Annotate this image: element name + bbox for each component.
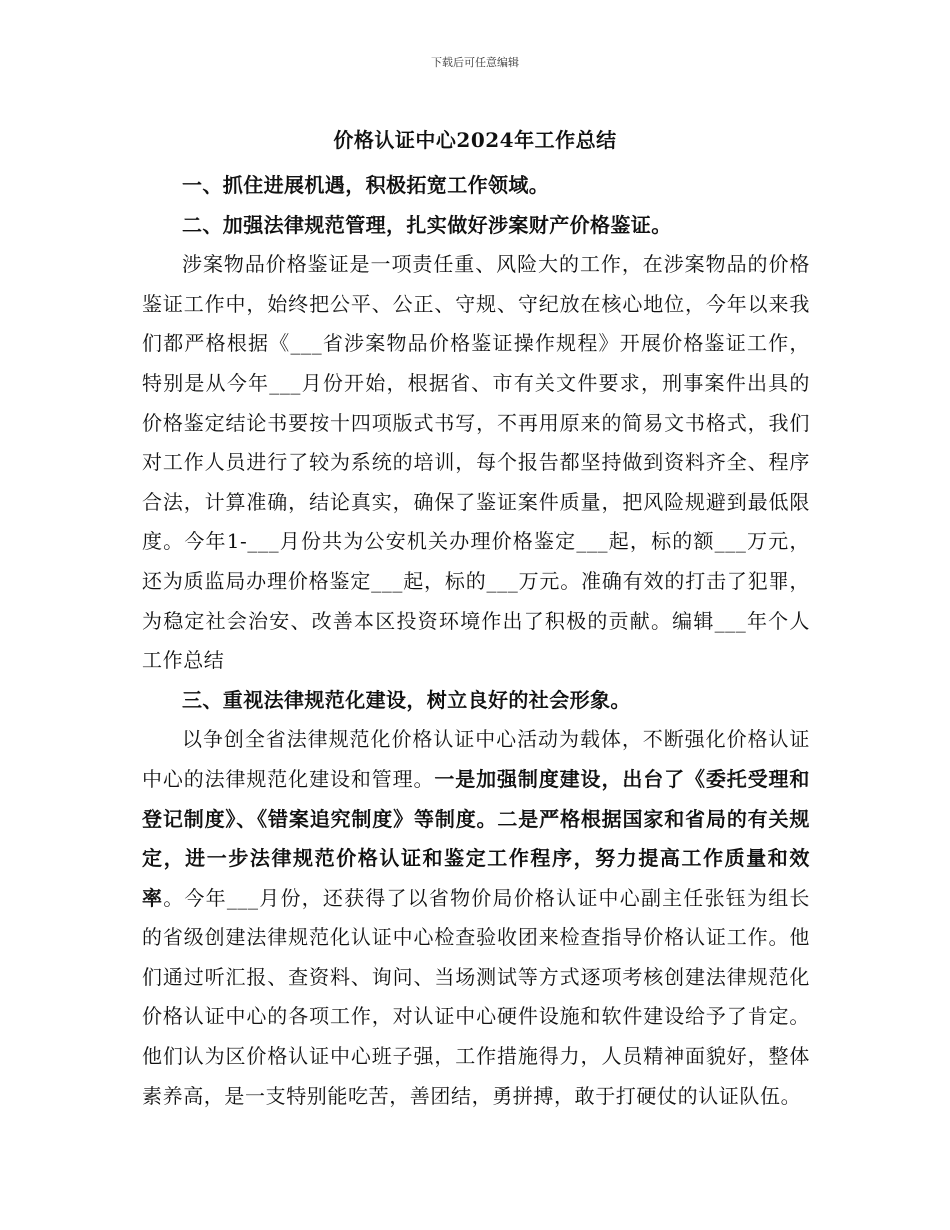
section-3-paragraph-intro: 以争创全省法律规范化价格认证中心活动为载体，不断强化价格认证中心的法律规范化建设和管理。	[142, 727, 810, 791]
section-1-heading: 一、抓住进展机遇，积极拓宽工作领域。	[182, 173, 550, 197]
section-2-paragraph: 涉案物品价格鉴证是一项责任重、风险大的工作，在涉案物品的价格鉴证工作中，始终把公平、公正、守规、守纪放在核心地位，今年以来我们都严格根据《___省涉案物品价格鉴证操作规程》开展价格鉴证工作，特别是从今年___月份开始，根据省、市有关文件要求，刑事案件出具的价格鉴定结论书要按十四项版式书写，不再用原来的简易文书格式，我们对工作人员进行了较为系统的培训，每个报告都坚持做到资料齐全、程序合法，计算准确，结论真实，确保了鉴证案件质量，把风险规避到最低限度。今年1-___月份共为公安机关办理价格鉴定___起，标的额___万元，还为质监局办理价格鉴定___起，标的___万元。准确有效的打击了犯罪，为稳定社会治安、改善本区投资环境作出了积极的贡献。编辑___年个人工作总结	[142, 252, 810, 673]
page-header-note: 下载后可任意编辑	[431, 56, 519, 69]
section-3-paragraph	[142, 720, 810, 1116]
section-3-paragraph-rest: 。今年___月份，还获得了以省物价局价格认证中心副主任张钰为组长的省级创建法律规范化认证中心检查验收团来检查指导价格认证工作。他们通过听汇报、查资料、询问、当场测试等方式逐项考核创建法律规范化价格认证中心的各项工作，对认证中心硬件设施和软件建设给予了肯定。他们认为区价格认证中心班子强，工作措施得力，人员精神面貌好，整体素养高，是一支特别能吃苦，善团结，勇拼搏，敢于打硬仗的认证队伍。	[142, 885, 810, 1108]
document-body	[142, 166, 810, 1116]
section-2-heading: 二、加强法律规范管理，扎实做好涉案财产价格鉴证。	[182, 212, 672, 237]
section-3-heading: 三、重视法律规范化建设，树立良好的社会形象。	[182, 687, 631, 712]
section-3-paragraph-emphasis: 一是加强制度建设，出台了《委托受理和登记制度》、《错案追究制度》等制度。二是严格根据国家和省局的有关规定，进一步法律规范价格认证和鉴定工作程序，努力提高工作质量和效率	[142, 766, 810, 910]
document-title: 价格认证中心2024年工作总结	[333, 128, 617, 152]
